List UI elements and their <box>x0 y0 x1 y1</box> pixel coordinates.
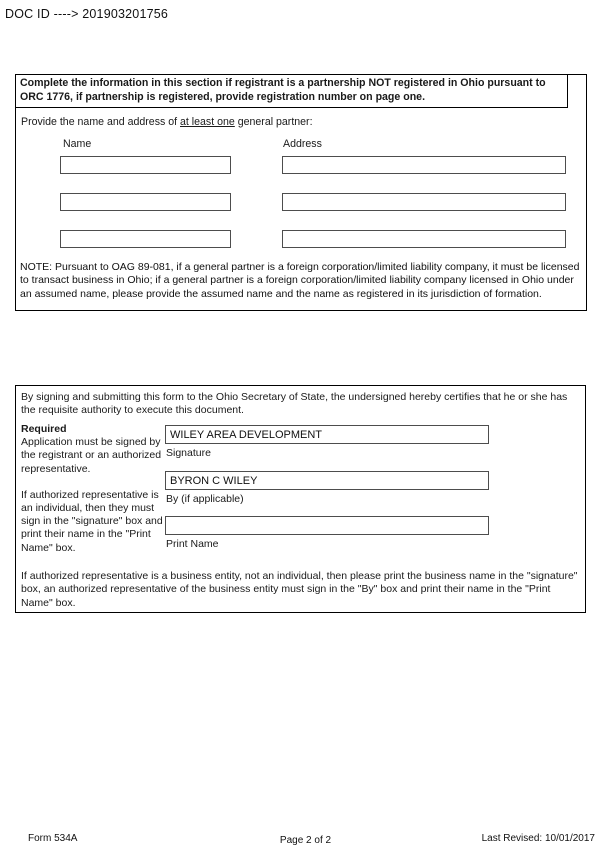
doc-id-text: DOC ID ----> 201903201756 <box>5 7 169 21</box>
individual-instruction-text: If authorized representative is an individual, then they must sign in the "signature" box and print their name in the "Print Name" box. <box>21 488 163 554</box>
certification-text: By signing and submitting this form to the Ohio Secretary of State, the undersigned hereby certifies that he or she has the requisite authority to execute this document. <box>21 391 568 417</box>
business-entity-instruction-text: If authorized representative is a business entity, not an individual, then please print the business name in the "signature" box, an authorized representative of the business entity must sign in the "By" box and print their name in the "Print Name" box. <box>21 570 578 609</box>
signature-instructions-column <box>21 423 169 568</box>
partner-2-name-input[interactable] <box>60 193 231 211</box>
partner-3-address-input[interactable] <box>282 230 566 248</box>
form-number: Form 534A <box>28 833 78 844</box>
page-number: Page 2 of 2 <box>279 835 332 846</box>
general-partner-instruction <box>21 116 313 128</box>
print-name-input[interactable] <box>165 516 489 535</box>
partner-1-address-input[interactable] <box>282 156 566 174</box>
partner-1-name-input[interactable] <box>60 156 231 174</box>
instruction-prefix: Provide the name and address of <box>21 116 181 128</box>
address-column-label: Address <box>283 138 322 150</box>
by-input[interactable] <box>165 471 489 490</box>
partnership-section <box>15 74 587 311</box>
required-text: Application must be signed by the registrant or an authorized representative. <box>21 436 162 475</box>
partner-2-address-input[interactable] <box>282 193 566 211</box>
instruction-suffix: general partner: <box>234 116 313 128</box>
partner-3-name-input[interactable] <box>60 230 231 248</box>
oag-note-text: NOTE: Pursuant to OAG 89-081, if a general partner is a foreign corporation/limited liability company, it must be licensed to transact business in Ohio; if a general partner is a foreign corporation/limited liability company licensed in Ohio under an assumed name, please provide the assumed name and the name as registered in its jurisdiction of formation. <box>20 261 580 300</box>
partnership-section-header: Complete the information in this section if registrant is a partnership NOT registered in Ohio pursuant to ORC 1776, if partnership is registered, provide registration number on page one. <box>15 74 568 108</box>
instruction-underlined: at least one <box>180 116 235 128</box>
by-field-label: By (if applicable) <box>166 493 244 505</box>
last-revised-date: Last Revised: 10/01/2017 <box>481 833 595 844</box>
page-footer <box>0 833 611 849</box>
required-block <box>21 423 169 476</box>
print-name-field-label: Print Name <box>166 538 219 550</box>
signature-section <box>15 385 586 613</box>
signature-input[interactable] <box>165 425 489 444</box>
signature-field-label: Signature <box>166 447 211 459</box>
required-label: Required <box>21 423 67 435</box>
name-column-label: Name <box>63 138 92 150</box>
